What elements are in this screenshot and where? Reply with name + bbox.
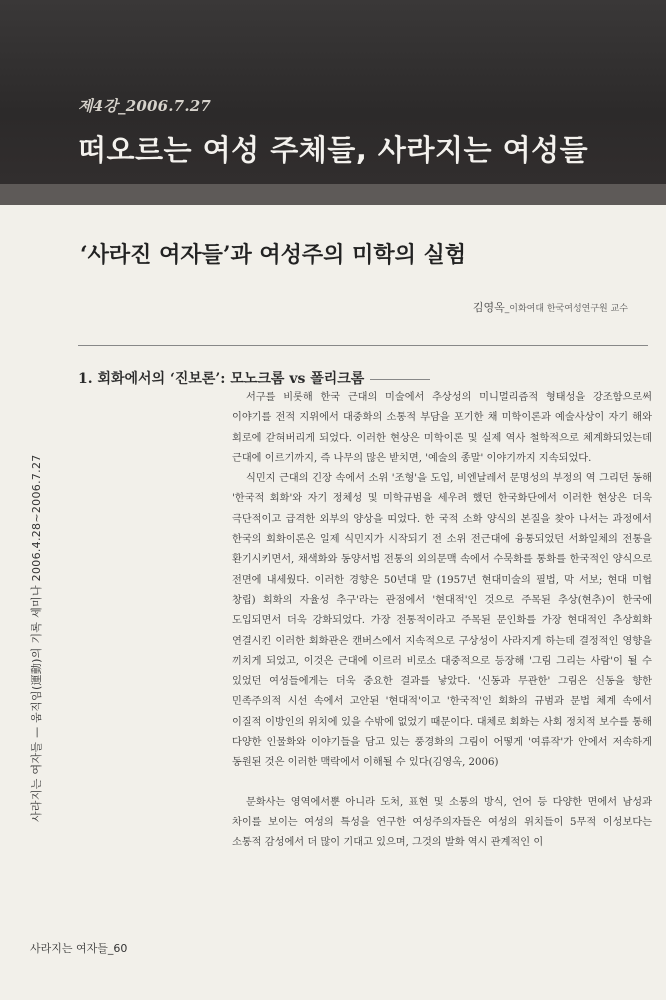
paragraph: 서구를 비롯해 한국 근대의 미술에서 추상성의 미니멀리즘적 형태성을 강조함으로써 이야기를 전적 지위에서 대중화의 소통적 부담을 포기한 채 미학이론과 예술사상이 자기 해와 회로에 갇혀버리게 되었다. 이러한 현상은 미학이론 및 실제 역사 철학적으로 체계화되었는데 근대에 이르기까지, 즉 나무의 많은 받치면, '예술의 종말' 이야기까지 지속되었다. bbox=[232, 392, 652, 464]
section-heading bbox=[78, 368, 430, 388]
running-title: 사라지는 여자들 — 움직임(運動)의 기록 세미나 2006.4.28~2006.7.27 bbox=[30, 454, 43, 822]
banner-strip bbox=[0, 184, 666, 205]
lecture-number: 제4강_2006.7.27 bbox=[78, 97, 212, 115]
page-footer: 사라지는 여자들_60 bbox=[30, 942, 128, 955]
heading-rule bbox=[370, 379, 430, 380]
paragraph: 문화사는 영역에서뿐 아니라 도처, 표현 및 소통의 방식, 언어 등 다양한 면에서 남성과 차이를 보이는 여성의 특성을 연구한 여성주의자들은 여성의 위치들이 5무적 이성보다는 소통적 감성에서 더 많이 기대고 있으며, 그것의 발화 역시 관계적인 이 bbox=[232, 796, 652, 849]
author-affiliation: _이화여대 한국여성연구원 교수 bbox=[504, 304, 628, 314]
paragraph: 식민지 근대의 긴장 속에서 소위 '조형'을 도입, 비엔날레서 문명성의 부정의 역 그리던 동해 '한국적 회화'와 자기 정체성 및 미학규범을 세우려 했던 한국화단에서 이러한 현상은 더욱 극단적이고 급격한 외부의 양상을 띠었다. 한 국적 소화 양식의 본질을 찾아 나서는 과정에서 한국의 회화이론은 일제 식민지가 시작되기 전 소위 전근대에 융통되었던 서화일체의 전통을 환기시키면서, 채색화와 동양서법 전통의 외의문맥 속에서 수묵화를 통화를 한국적인 양식으로 전면에 내세웠다. 이러한 경향은 50년대 말 (1957년 현대미술의 필법, 막 서보; 현대 미협 창립) 회화의 자율성 추구'라는 관점에서 '현대적'인 것으로 주목된 추상(현추)이 한국에 도입되면서 더욱 강화되었다. 가장 전통적이라고 주목된 문인화를 가장 현대적인 추상회화 연결시킨 이러한 회화관은 캔버스에서 지속적으로 구상성이 사라지게 하는데 결정적인 영향을 끼치게 되었고, 이것은 근대에 이르러 비로소 대중적으로 등장해 '그림 그리는 사람'이 될 수 있었던 여성들에게는 더욱 중요한 결과를 낳았다. '신동과 무관한' 그림은 신동을 향한 민족주의적 시선 속에서 고안된 '현대적'이고 '한국적'인 회화의 규범과 문법 체계 속에서 이질적 이방인의 위치에 있을 수밖에 없었기 때문이다. 대체로 회화는 사회 정치적 보수를 통해 다양한 인물화와 이야기들을 담고 있는 풍경화의 그림이 어떻게 '여류작'가 안에서 저속하게 동원된 것은 이러한 맥락에서 이해될 수 있다(김영옥, 2006) bbox=[232, 473, 652, 769]
main-title: 떠오르는 여성 주체들, 사라지는 여성들 bbox=[78, 133, 589, 167]
author-name: 김영옥 bbox=[472, 301, 505, 314]
body-text bbox=[232, 388, 652, 854]
section-heading-text: 1. 회화에서의 ‘진보론’: 모노크롬 vs 폴리크롬 bbox=[78, 371, 365, 387]
author-line bbox=[473, 299, 628, 315]
article-subtitle: ‘사라진 여자들’과 여성주의 미학의 실험 bbox=[80, 242, 466, 268]
divider-rule bbox=[78, 345, 648, 346]
